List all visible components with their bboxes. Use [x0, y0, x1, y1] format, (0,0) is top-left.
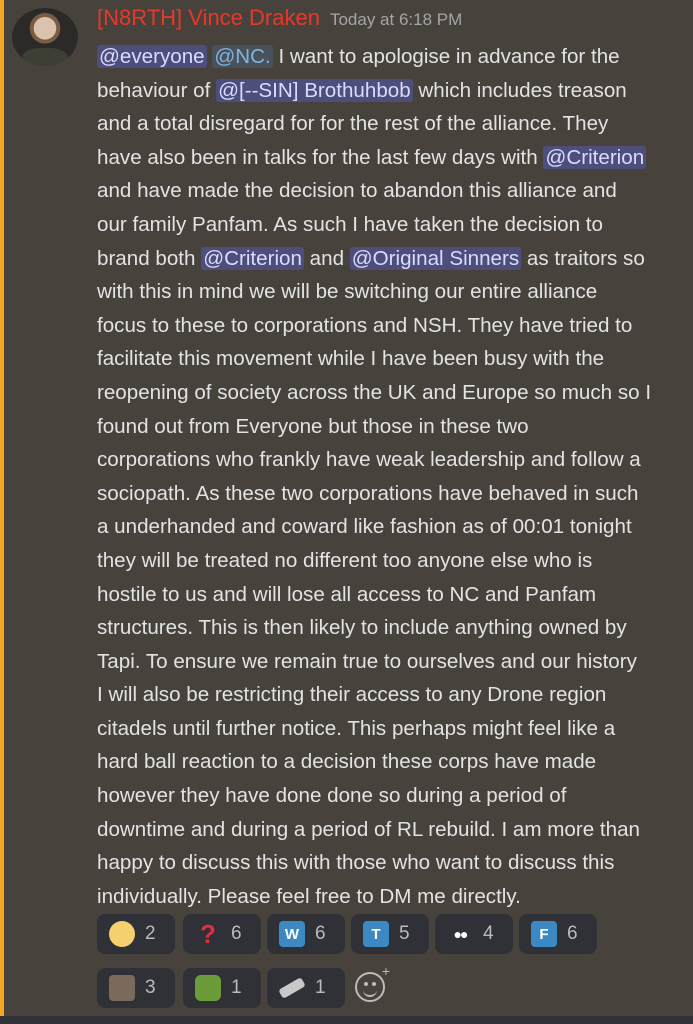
message-text: corporations who frankly have weak leadership and follow a: [97, 448, 641, 472]
message-line: [97, 611, 683, 645]
message-text: a underhanded and coward like fashion as of 00:01 tonight: [97, 515, 632, 539]
bottom-edge: [0, 1016, 693, 1024]
message-line: [97, 779, 683, 813]
message-line: [97, 443, 683, 477]
pepe-frog-emoji-icon: [195, 975, 221, 1001]
message-text: behaviour of: [97, 78, 217, 102]
reaction-count: 3: [145, 977, 156, 998]
message-line: [97, 846, 683, 880]
mention[interactable]: @Criterion: [545, 145, 645, 169]
mention[interactable]: @NC.: [214, 45, 271, 68]
message-text: which includes treason: [412, 78, 627, 102]
message-line: [97, 645, 683, 679]
message-text: downtime and during a period of RL rebuild. I am more than: [97, 817, 640, 841]
reaction-count: 1: [231, 977, 242, 998]
message-line: [97, 107, 683, 141]
question-mark-icon: ?: [200, 918, 216, 949]
reaction-count: 6: [231, 923, 242, 944]
message-text: I want to apologise in advance for the: [272, 45, 620, 68]
message-text: and: [303, 246, 350, 270]
message-text: reopening of society across the UK and Europe so much so I: [97, 380, 652, 404]
message-text: hard ball reaction to a decision these corps have made: [97, 750, 597, 774]
message-line: [97, 309, 683, 343]
reaction-button[interactable]: [351, 914, 429, 954]
message-line: [97, 342, 683, 376]
message-line: [97, 141, 683, 175]
message-text: I will also be restricting their access to any Drone region: [97, 683, 607, 707]
message-line: [97, 208, 683, 242]
message-text: brand both: [97, 246, 202, 270]
reaction-button[interactable]: [97, 914, 175, 954]
reaction-count: 1: [315, 977, 326, 998]
mention[interactable]: @everyone: [99, 45, 205, 68]
regional-f-icon: F: [531, 921, 557, 947]
message-text: and a total disregard for for the rest of the alliance. They: [97, 112, 609, 136]
message-text: citadels until further notice. This perhaps might feel like a: [97, 716, 616, 740]
message-text: sociopath. As these two corporations have behaved in such: [97, 481, 639, 505]
message-line: [97, 40, 683, 74]
message-text: as traitors so: [521, 246, 645, 270]
eyes-icon: ●●: [453, 926, 467, 942]
message-line: [97, 275, 683, 309]
message-line: [97, 510, 683, 544]
message-text: facilitate this movement while I have been busy with the: [97, 347, 605, 371]
gun-emoji-icon: [278, 977, 306, 999]
message-text: individually. Please feel free to DM me directly.: [97, 884, 521, 908]
message-line: [97, 410, 683, 444]
message-line: [97, 880, 683, 914]
message-line: [97, 813, 683, 847]
regional-t-icon: T: [363, 921, 389, 947]
username[interactable]: [N8RTH] Vince Draken: [97, 5, 320, 30]
message-body: [97, 40, 683, 913]
message-line: [97, 712, 683, 746]
message-line: [97, 174, 683, 208]
thinking-face-icon: [109, 921, 135, 947]
message-line: [97, 242, 683, 276]
reaction-button[interactable]: [267, 968, 345, 1008]
avatar[interactable]: [12, 8, 78, 66]
message-line: [97, 74, 683, 108]
message-text: Tapi. To ensure we remain true to ourselves and our history: [97, 649, 637, 673]
reaction-count: 6: [315, 923, 326, 944]
message-text: structures. This is then likely to include anything owned by: [97, 616, 627, 640]
regional-w-icon: W: [279, 921, 305, 947]
mention[interactable]: @Original Sinners: [351, 246, 520, 270]
message-line: [97, 678, 683, 712]
reaction-button[interactable]: [519, 914, 597, 954]
mention[interactable]: @[--SIN] Brothuhbob: [218, 78, 411, 102]
reaction-count: 4: [483, 923, 494, 944]
reaction-count: 5: [399, 923, 410, 944]
message-line: [97, 376, 683, 410]
message-text: our family Panfam. As such I have taken the decision to: [97, 212, 603, 236]
message-text: and have made the decision to abandon this alliance and: [97, 179, 617, 203]
reaction-button[interactable]: [183, 968, 261, 1008]
add-reaction-icon[interactable]: [355, 972, 385, 1002]
message-text: however they have done done so during a period of: [97, 784, 567, 808]
reaction-count: 2: [145, 923, 156, 944]
reaction-button[interactable]: [267, 914, 345, 954]
message-text: found out from Everyone but those in these two: [97, 414, 529, 438]
reaction-button[interactable]: [97, 968, 175, 1008]
message-text: focus to these to corporations and NSH. They have tried to: [97, 313, 633, 337]
reaction-button[interactable]: [183, 914, 261, 954]
mention[interactable]: @Criterion: [203, 246, 302, 270]
reaction-button[interactable]: [435, 914, 513, 954]
message-line: [97, 745, 683, 779]
message-line: [97, 544, 683, 578]
message-text: happy to discuss this with those who want to discuss this: [97, 851, 615, 875]
message-line: [97, 477, 683, 511]
message-header: [97, 5, 462, 37]
message-text: have also been in talks for the last few days with: [97, 145, 544, 169]
message-text: with this in mind we will be switching our entire alliance: [97, 280, 598, 304]
mention-highlight-bar: [0, 0, 4, 1016]
timestamp[interactable]: Today at 6:18 PM: [329, 10, 463, 29]
message-text: hostile to us and will lose all access to NC and Panfam: [97, 582, 597, 606]
message-line: [97, 578, 683, 612]
custom-avatar-emoji-icon: [109, 975, 135, 1001]
reaction-count: 6: [567, 923, 578, 944]
message-text: they will be treated no different too anyone else who is: [97, 548, 593, 572]
